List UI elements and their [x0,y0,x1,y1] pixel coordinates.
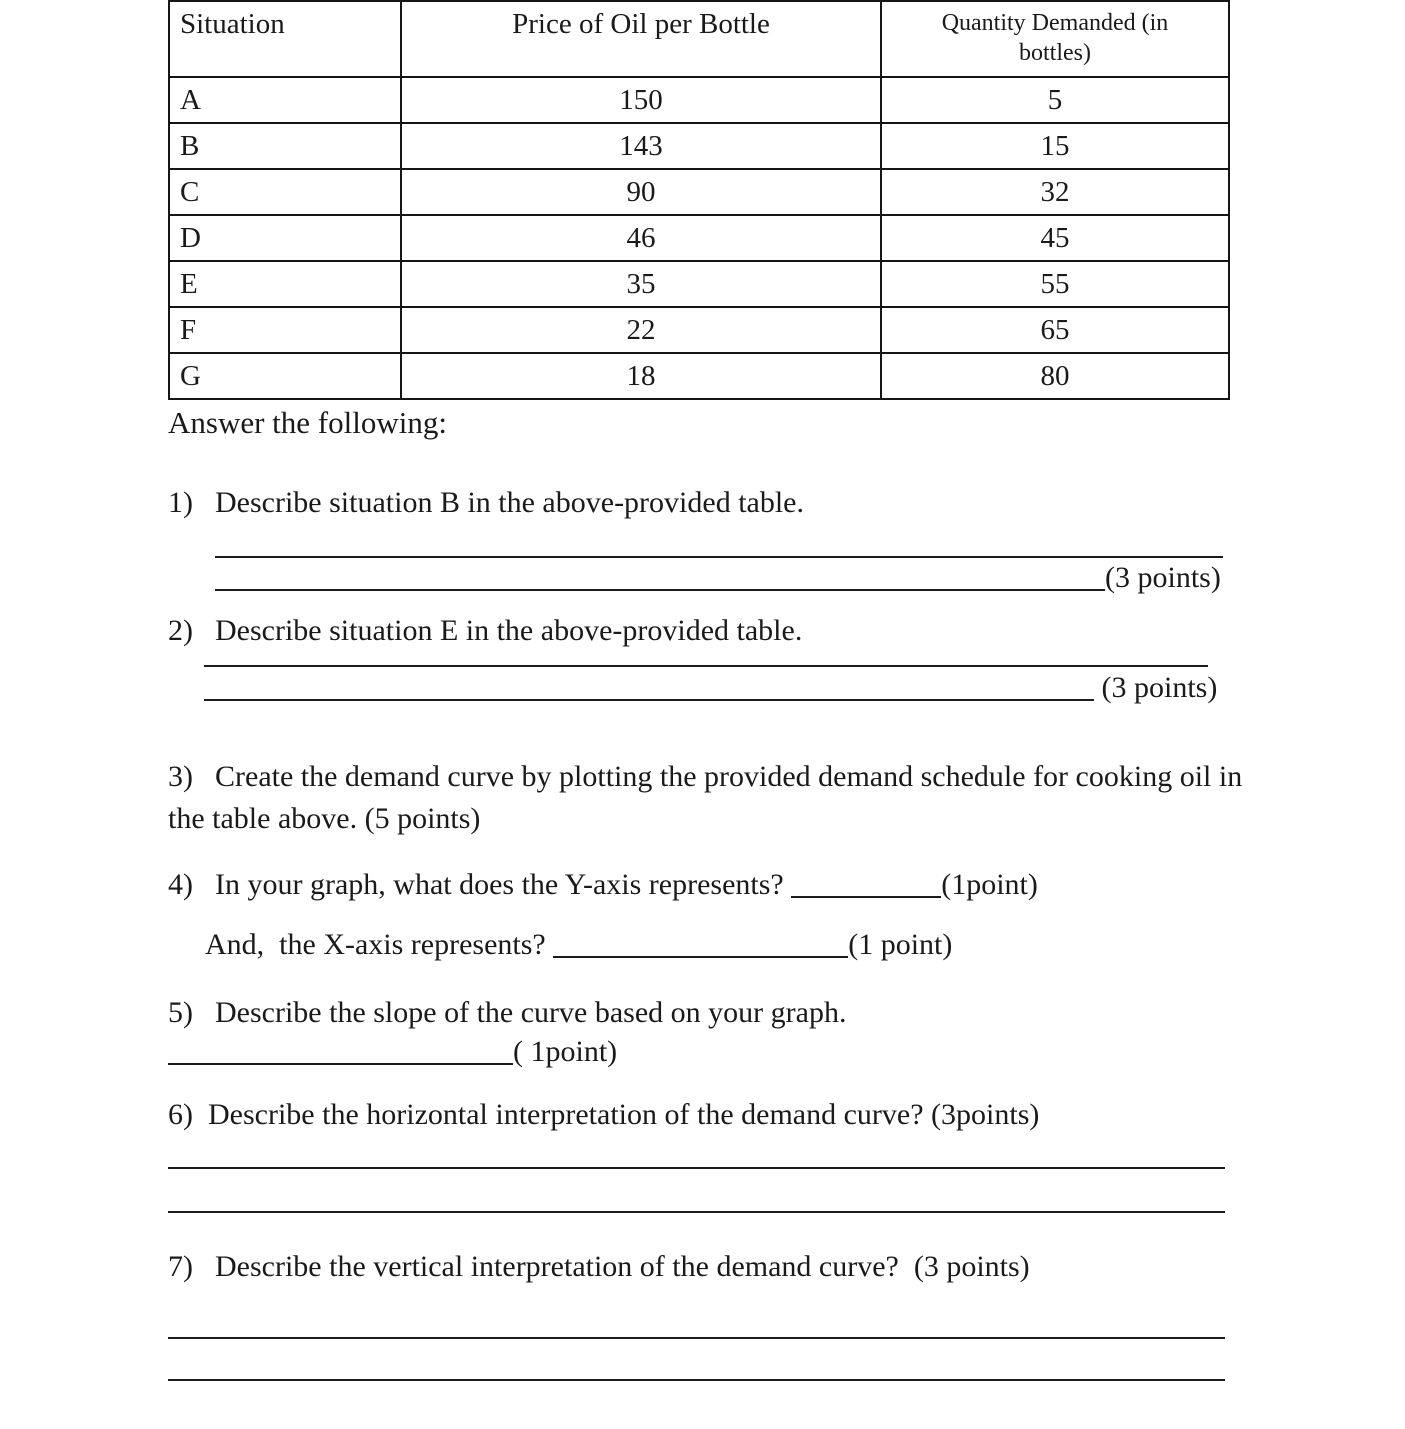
table-row [169,169,1229,215]
points-label: (3 points) [1105,561,1221,594]
question-text: Describe situation B in the above-provided table. [215,486,804,519]
table-header-row [169,1,1229,77]
table-row [169,123,1229,169]
question-text: Create the demand curve by plotting the provided demand schedule for cooking oil in the table above. (5 points) [168,760,1250,835]
header-situation [169,1,401,77]
question-number: 2) [168,614,193,647]
question-1-points-line [215,559,1221,597]
quantity-cell: 65 [881,307,1229,353]
situation-cell: G [169,353,401,399]
question-text: In your graph, what does the Y-axis represents? [215,868,792,901]
question-5-points-line [168,1033,617,1071]
question-6 [168,1096,1039,1134]
answer-blank-line [215,556,1223,558]
answer-blank-line [204,699,1094,701]
points-label: ( 1point) [513,1035,618,1068]
quantity-cell: 55 [881,261,1229,307]
quantity-cell: 32 [881,169,1229,215]
table-row [169,353,1229,399]
demand-schedule-table [168,0,1230,400]
table-row [169,77,1229,123]
answer-blank-line [553,956,848,958]
answer-blank-line [168,1337,1225,1339]
question-number: 3) [168,760,193,793]
situation-cell: E [169,261,401,307]
situation-cell: F [169,307,401,353]
question-2 [168,612,802,650]
price-cell: 22 [401,307,881,353]
answer-prompt: Answer the following: [168,405,447,440]
question-text: Describe situation E in the above-provided table. [215,614,803,647]
quantity-cell: 45 [881,215,1229,261]
question-1 [168,484,804,522]
answer-blank-line [215,589,1105,591]
header-quantity [881,1,1229,77]
question-number: 7) [168,1250,193,1283]
situation-cell: D [169,215,401,261]
answer-blank-line [168,1211,1225,1213]
answer-blank-line [168,1063,513,1065]
quantity-cell: 15 [881,123,1229,169]
question-4 [168,866,1038,904]
situation-cell: A [169,77,401,123]
question-number: 1) [168,486,193,519]
question-7 [168,1248,1030,1286]
price-cell: 143 [401,123,881,169]
price-cell: 150 [401,77,881,123]
table-row [169,307,1229,353]
points-label: (3 points) [1094,671,1218,704]
quantity-cell: 80 [881,353,1229,399]
situation-cell: B [169,123,401,169]
question-number: 5) [168,996,193,1029]
price-cell: 18 [401,353,881,399]
points-label: (1 point) [848,928,953,961]
question-number: 4) [168,868,193,901]
quantity-cell: 5 [881,77,1229,123]
answer-blank-line [791,896,941,898]
price-cell: 35 [401,261,881,307]
question-2-points-line [204,669,1217,707]
price-cell: 46 [401,215,881,261]
header-price-label: Price of Oil per Bottle [512,8,770,40]
answer-blank-line [168,1379,1225,1381]
header-price [401,1,881,77]
situation-cell: C [169,169,401,215]
question-text: Describe the vertical interpretation of the demand curve? (3 points) [215,1250,1030,1283]
question-text: And, the X-axis represents? [205,928,554,961]
answer-blank-line [168,1167,1225,1169]
question-5 [168,994,846,1032]
price-cell: 90 [401,169,881,215]
table-row [169,261,1229,307]
question-4b [205,926,952,964]
answer-blank-line [204,665,1208,667]
header-quantity-label: Quantity Demanded (in bottles) [941,10,1169,66]
question-3 [168,756,1253,840]
table-row [169,215,1229,261]
question-number: 6) [168,1098,193,1131]
question-text: Describe the horizontal interpretation of the demand curve? (3points) [208,1098,1040,1131]
question-text: Describe the slope of the curve based on your graph. [215,996,847,1029]
points-label: (1point) [941,868,1038,901]
header-situation-label: Situation [180,8,285,40]
